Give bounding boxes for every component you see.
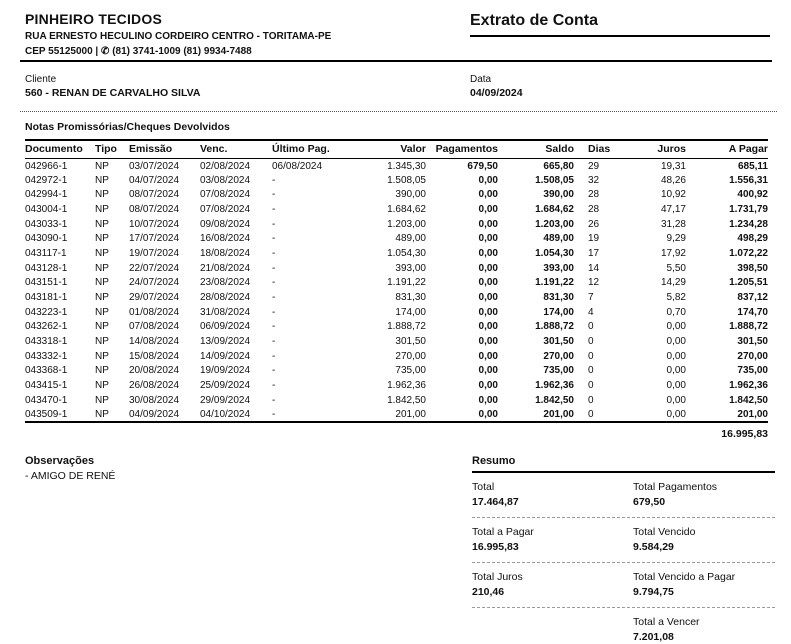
cell-emissao: 19/07/2024 bbox=[129, 247, 180, 259]
cell-tipo: NP bbox=[95, 336, 109, 348]
cell-dias: 0 bbox=[588, 350, 594, 362]
table-row bbox=[25, 408, 768, 423]
cell-venc: 21/08/2024 bbox=[200, 262, 251, 274]
summary-label: Total Vencido a Pagar bbox=[633, 571, 736, 583]
cell-saldo: 1.191,22 bbox=[535, 277, 574, 289]
cell-a-pagar: 1.962,36 bbox=[729, 380, 768, 392]
cell-a-pagar: 1.556,31 bbox=[729, 174, 768, 186]
cell-venc: 29/09/2024 bbox=[200, 394, 251, 406]
cell-juros: 47,17 bbox=[660, 203, 686, 215]
col-documento: Documento bbox=[25, 140, 95, 158]
cell-dias: 17 bbox=[588, 247, 600, 259]
cell-a-pagar: 735,00 bbox=[737, 365, 768, 377]
cell-documento: 043151-1 bbox=[25, 277, 68, 289]
summary-row bbox=[472, 608, 775, 644]
cell-valor: 301,50 bbox=[395, 336, 426, 348]
cell-ultimo-pag: - bbox=[272, 233, 276, 245]
cell-venc: 31/08/2024 bbox=[200, 306, 251, 318]
company-phone: (81) 3741-1009 (81) 9934-7488 bbox=[112, 46, 252, 57]
summary-item-total-vencido-a-pagar bbox=[633, 563, 775, 607]
cell-emissao: 07/08/2024 bbox=[129, 321, 180, 333]
summary-item-total bbox=[472, 473, 633, 517]
cell-emissao: 08/07/2024 bbox=[129, 189, 180, 201]
cell-documento: 042966-1 bbox=[25, 161, 68, 173]
cell-valor: 1.345,30 bbox=[387, 161, 426, 173]
cell-venc: 03/08/2024 bbox=[200, 174, 251, 186]
col-ultimo-pag: Último Pag. bbox=[272, 140, 336, 158]
cell-dias: 12 bbox=[588, 277, 600, 289]
company-address: RUA ERNESTO HECULINO CORDEIRO CENTRO - TORITAMA-PE bbox=[25, 31, 332, 42]
summary-item-empty bbox=[472, 608, 633, 644]
cell-documento: 043117-1 bbox=[25, 247, 67, 259]
col-saldo: Saldo bbox=[498, 140, 574, 158]
cell-valor: 393,00 bbox=[395, 262, 426, 274]
cell-dias: 0 bbox=[588, 321, 594, 333]
summary-value bbox=[472, 631, 633, 643]
observations-title: Observações bbox=[25, 455, 95, 467]
col-tipo: Tipo bbox=[95, 140, 129, 158]
summary-item-total-a-vencer bbox=[633, 608, 775, 644]
cell-ultimo-pag: - bbox=[272, 262, 276, 274]
table-row bbox=[25, 231, 768, 246]
cell-valor: 1.842,50 bbox=[387, 394, 426, 406]
cell-a-pagar: 1.888,72 bbox=[729, 321, 768, 333]
cell-ultimo-pag: 06/08/2024 bbox=[272, 161, 323, 173]
cell-saldo: 489,00 bbox=[543, 233, 574, 245]
cell-valor: 174,00 bbox=[395, 306, 426, 318]
cell-documento: 043128-1 bbox=[25, 262, 68, 274]
date-label: Data bbox=[470, 74, 492, 85]
cell-venc: 07/08/2024 bbox=[200, 203, 251, 215]
summary-value: 9.584,29 bbox=[633, 541, 674, 553]
summary-value: 9.794,75 bbox=[633, 586, 674, 598]
cell-saldo: 1.842,50 bbox=[535, 394, 574, 406]
cell-tipo: NP bbox=[95, 394, 109, 406]
cell-pagamentos: 0,00 bbox=[478, 365, 498, 377]
summary-row bbox=[472, 518, 775, 563]
cell-a-pagar: 398,50 bbox=[737, 262, 768, 274]
cell-saldo: 201,00 bbox=[543, 409, 574, 421]
cell-a-pagar: 1.234,28 bbox=[729, 218, 768, 230]
cell-venc: 04/10/2024 bbox=[200, 409, 251, 421]
cell-dias: 29 bbox=[588, 161, 600, 173]
cell-valor: 390,00 bbox=[395, 189, 426, 201]
table-row bbox=[25, 202, 768, 217]
cell-tipo: NP bbox=[95, 233, 109, 245]
client-label: Cliente bbox=[25, 74, 57, 85]
summary-label: Total bbox=[472, 481, 495, 493]
cell-tipo: NP bbox=[95, 365, 109, 377]
col-dias: Dias bbox=[574, 140, 614, 158]
table-row bbox=[25, 290, 768, 305]
client-block bbox=[25, 74, 200, 99]
summary-value: 16.995,83 bbox=[472, 541, 519, 553]
cell-venc: 09/08/2024 bbox=[200, 218, 251, 230]
cell-tipo: NP bbox=[95, 247, 109, 259]
cell-valor: 1.191,22 bbox=[387, 277, 426, 289]
cell-pagamentos: 0,00 bbox=[478, 277, 498, 289]
cell-venc: 25/09/2024 bbox=[200, 380, 251, 392]
table-row bbox=[25, 364, 768, 379]
cell-venc: 16/08/2024 bbox=[200, 233, 251, 245]
cell-a-pagar: 1.731,79 bbox=[729, 203, 768, 215]
cell-pagamentos: 0,00 bbox=[478, 380, 498, 392]
col-a-pagar: A Pagar bbox=[686, 140, 768, 158]
cell-valor: 1.203,00 bbox=[387, 218, 426, 230]
cell-pagamentos: 0,00 bbox=[478, 292, 498, 304]
cell-dias: 7 bbox=[588, 292, 594, 304]
cell-tipo: NP bbox=[95, 262, 109, 274]
cell-juros: 0,70 bbox=[666, 306, 686, 318]
cell-ultimo-pag: - bbox=[272, 380, 276, 392]
table-body bbox=[25, 158, 768, 422]
cell-dias: 0 bbox=[588, 409, 594, 421]
cell-a-pagar: 1.072,22 bbox=[729, 247, 768, 259]
cell-documento: 043033-1 bbox=[25, 218, 68, 230]
cell-emissao: 29/07/2024 bbox=[129, 292, 180, 304]
cell-juros: 0,00 bbox=[666, 394, 686, 406]
cell-dias: 4 bbox=[588, 306, 594, 318]
table-row bbox=[25, 217, 768, 232]
cell-ultimo-pag: - bbox=[272, 292, 276, 304]
cell-a-pagar: 498,29 bbox=[737, 233, 768, 245]
cell-emissao: 08/07/2024 bbox=[129, 203, 180, 215]
cell-tipo: NP bbox=[95, 277, 109, 289]
cell-emissao: 17/07/2024 bbox=[129, 233, 180, 245]
cell-saldo: 1.684,62 bbox=[535, 203, 574, 215]
summary-item-total-vencido bbox=[633, 518, 775, 562]
cell-ultimo-pag: - bbox=[272, 321, 276, 333]
cell-juros: 5,50 bbox=[666, 262, 686, 274]
cell-pagamentos: 0,00 bbox=[478, 189, 498, 201]
cell-ultimo-pag: - bbox=[272, 365, 276, 377]
cell-valor: 735,00 bbox=[395, 365, 426, 377]
cell-pagamentos: 0,00 bbox=[478, 394, 498, 406]
cell-venc: 23/08/2024 bbox=[200, 277, 251, 289]
cell-dias: 32 bbox=[588, 174, 600, 186]
table-row bbox=[25, 158, 768, 173]
table-row bbox=[25, 393, 768, 408]
cell-valor: 489,00 bbox=[395, 233, 426, 245]
cell-ultimo-pag: - bbox=[272, 306, 276, 318]
cell-emissao: 04/07/2024 bbox=[129, 174, 180, 186]
summary-item-total-juros bbox=[472, 563, 633, 607]
col-pagamentos: Pagamentos bbox=[426, 140, 498, 158]
cell-valor: 1.054,30 bbox=[387, 247, 426, 259]
summary-row bbox=[472, 563, 775, 608]
cell-juros: 5,82 bbox=[666, 292, 686, 304]
cell-venc: 06/09/2024 bbox=[200, 321, 251, 333]
cell-documento: 042972-1 bbox=[25, 174, 68, 186]
cell-valor: 831,30 bbox=[395, 292, 426, 304]
cell-valor: 1.962,36 bbox=[387, 380, 426, 392]
summary-value: 7.201,08 bbox=[633, 631, 674, 643]
table-row bbox=[25, 261, 768, 276]
cell-a-pagar: 270,00 bbox=[737, 350, 768, 362]
cell-emissao: 10/07/2024 bbox=[129, 218, 180, 230]
page-title: Extrato de Conta bbox=[470, 12, 770, 37]
cell-saldo: 174,00 bbox=[543, 306, 574, 318]
cell-pagamentos: 0,00 bbox=[478, 262, 498, 274]
cell-dias: 28 bbox=[588, 189, 600, 201]
cell-juros: 48,26 bbox=[660, 174, 686, 186]
cell-juros: 14,29 bbox=[660, 277, 686, 289]
summary-label: Total a Pagar bbox=[472, 526, 534, 538]
cell-dias: 26 bbox=[588, 218, 600, 230]
summary-label: Total Pagamentos bbox=[633, 481, 718, 493]
summary-item-total-pagamentos bbox=[633, 473, 775, 517]
cell-juros: 0,00 bbox=[666, 365, 686, 377]
cell-ultimo-pag: - bbox=[272, 277, 276, 289]
cell-pagamentos: 679,50 bbox=[467, 161, 498, 173]
cell-documento: 043470-1 bbox=[25, 394, 68, 406]
cell-dias: 28 bbox=[588, 203, 600, 215]
table-row bbox=[25, 320, 768, 335]
cell-tipo: NP bbox=[95, 292, 109, 304]
cell-emissao: 01/08/2024 bbox=[129, 306, 180, 318]
cell-documento: 042994-1 bbox=[25, 189, 68, 201]
cell-venc: 19/09/2024 bbox=[200, 365, 251, 377]
cell-ultimo-pag: - bbox=[272, 174, 276, 186]
table-row bbox=[25, 349, 768, 364]
table-row bbox=[25, 246, 768, 261]
cell-venc: 07/08/2024 bbox=[200, 189, 251, 201]
cell-pagamentos: 0,00 bbox=[478, 203, 498, 215]
observations-block bbox=[25, 455, 405, 482]
summary-label: Total Juros bbox=[472, 571, 523, 583]
date-value: 04/09/2024 bbox=[470, 87, 523, 99]
cell-juros: 31,28 bbox=[660, 218, 686, 230]
cell-ultimo-pag: - bbox=[272, 247, 276, 259]
col-juros: Juros bbox=[614, 140, 686, 158]
cell-saldo: 393,00 bbox=[543, 262, 574, 274]
cell-a-pagar: 400,92 bbox=[737, 189, 768, 201]
cell-a-pagar: 837,12 bbox=[737, 292, 768, 304]
table-section-title: Notas Promissórias/Cheques Devolvidos bbox=[25, 121, 230, 133]
cell-emissao: 30/08/2024 bbox=[129, 394, 180, 406]
summary-item-total-a-pagar bbox=[472, 518, 633, 562]
cell-dias: 14 bbox=[588, 262, 600, 274]
cell-ultimo-pag: - bbox=[272, 218, 276, 230]
notes-table bbox=[25, 139, 768, 423]
cell-documento: 043332-1 bbox=[25, 350, 68, 362]
cell-a-pagar: 201,00 bbox=[737, 409, 768, 421]
cell-juros: 0,00 bbox=[666, 336, 686, 348]
cell-a-pagar: 1.205,51 bbox=[729, 277, 768, 289]
cell-saldo: 1.962,36 bbox=[535, 380, 574, 392]
date-block bbox=[470, 74, 523, 99]
cell-saldo: 390,00 bbox=[543, 189, 574, 201]
cell-pagamentos: 0,00 bbox=[478, 218, 498, 230]
company-contact bbox=[25, 46, 331, 57]
cell-valor: 270,00 bbox=[395, 350, 426, 362]
cell-tipo: NP bbox=[95, 321, 109, 333]
table-header bbox=[25, 140, 768, 158]
summary-value: 210,46 bbox=[472, 586, 505, 598]
table-row bbox=[25, 276, 768, 291]
cell-emissao: 15/08/2024 bbox=[129, 350, 180, 362]
cell-juros: 19,31 bbox=[660, 161, 686, 173]
company-name: PINHEIRO TECIDOS bbox=[25, 11, 162, 27]
cell-saldo: 1.054,30 bbox=[535, 247, 574, 259]
cell-pagamentos: 0,00 bbox=[478, 336, 498, 348]
cell-tipo: NP bbox=[95, 350, 109, 362]
cell-documento: 043004-1 bbox=[25, 203, 68, 215]
table-row bbox=[25, 334, 768, 349]
summary-title: Resumo bbox=[472, 455, 775, 473]
cell-documento: 043368-1 bbox=[25, 365, 68, 377]
table-row bbox=[25, 305, 768, 320]
cell-ultimo-pag: - bbox=[272, 350, 276, 362]
cell-documento: 043181-1 bbox=[25, 292, 68, 304]
cell-pagamentos: 0,00 bbox=[478, 409, 498, 421]
col-valor: Valor bbox=[336, 140, 426, 158]
phone-icon: ✆ bbox=[101, 46, 110, 57]
cell-saldo: 301,50 bbox=[543, 336, 574, 348]
cell-venc: 02/08/2024 bbox=[200, 161, 251, 173]
cell-documento: 043223-1 bbox=[25, 306, 68, 318]
cell-juros: 0,00 bbox=[666, 409, 686, 421]
cell-saldo: 735,00 bbox=[543, 365, 574, 377]
table-row bbox=[25, 378, 768, 393]
cell-emissao: 20/08/2024 bbox=[129, 365, 180, 377]
cell-saldo: 1.508,05 bbox=[535, 174, 574, 186]
cell-venc: 14/09/2024 bbox=[200, 350, 251, 362]
cell-documento: 043415-1 bbox=[25, 380, 68, 392]
cell-dias: 0 bbox=[588, 336, 594, 348]
cell-tipo: NP bbox=[95, 189, 109, 201]
cell-tipo: NP bbox=[95, 380, 109, 392]
cell-saldo: 831,30 bbox=[543, 292, 574, 304]
cell-ultimo-pag: - bbox=[272, 203, 276, 215]
cell-saldo: 270,00 bbox=[543, 350, 574, 362]
cell-pagamentos: 0,00 bbox=[478, 247, 498, 259]
cell-ultimo-pag: - bbox=[272, 189, 276, 201]
cell-emissao: 26/08/2024 bbox=[129, 380, 180, 392]
cell-pagamentos: 0,00 bbox=[478, 306, 498, 318]
summary-label: Total Vencido bbox=[633, 526, 696, 538]
cell-saldo: 665,80 bbox=[543, 161, 574, 173]
cell-dias: 0 bbox=[588, 380, 594, 392]
cell-emissao: 03/07/2024 bbox=[129, 161, 180, 173]
cell-ultimo-pag: - bbox=[272, 394, 276, 406]
cell-a-pagar: 1.842,50 bbox=[729, 394, 768, 406]
cell-documento: 043509-1 bbox=[25, 409, 68, 421]
company-header bbox=[25, 11, 331, 57]
cell-valor: 1.508,05 bbox=[387, 174, 426, 186]
cell-pagamentos: 0,00 bbox=[478, 174, 498, 186]
cell-juros: 9,29 bbox=[666, 233, 686, 245]
cell-tipo: NP bbox=[95, 409, 109, 421]
cell-saldo: 1.888,72 bbox=[535, 321, 574, 333]
cell-valor: 1.684,62 bbox=[387, 203, 426, 215]
cell-ultimo-pag: - bbox=[272, 336, 276, 348]
summary-block bbox=[472, 455, 775, 644]
cell-dias: 0 bbox=[588, 365, 594, 377]
cell-venc: 13/09/2024 bbox=[200, 336, 251, 348]
summary-label: Total a Vencer bbox=[633, 616, 700, 628]
col-emissao: Emissão bbox=[129, 140, 200, 158]
cell-juros: 17,92 bbox=[660, 247, 686, 259]
cell-juros: 0,00 bbox=[666, 380, 686, 392]
cell-saldo: 1.203,00 bbox=[535, 218, 574, 230]
table-total: 16.995,83 bbox=[721, 428, 768, 441]
cell-documento: 043090-1 bbox=[25, 233, 68, 245]
cell-a-pagar: 301,50 bbox=[737, 336, 768, 348]
cell-valor: 1.888,72 bbox=[387, 321, 426, 333]
table-row bbox=[25, 187, 768, 202]
col-venc: Venc. bbox=[200, 140, 272, 158]
cell-emissao: 04/09/2024 bbox=[129, 409, 180, 421]
summary-value: 679,50 bbox=[633, 496, 666, 508]
cell-juros: 10,92 bbox=[660, 189, 686, 201]
cell-dias: 19 bbox=[588, 233, 600, 245]
notes-table-wrap bbox=[25, 139, 768, 440]
cell-venc: 18/08/2024 bbox=[200, 247, 251, 259]
cell-venc: 28/08/2024 bbox=[200, 292, 251, 304]
cell-emissao: 14/08/2024 bbox=[129, 336, 180, 348]
header-divider bbox=[20, 60, 772, 62]
cell-pagamentos: 0,00 bbox=[478, 321, 498, 333]
cell-emissao: 24/07/2024 bbox=[129, 277, 180, 289]
cell-valor: 201,00 bbox=[395, 409, 426, 421]
summary-value: 17.464,87 bbox=[472, 496, 519, 508]
observations-line: - AMIGO DE RENÉ bbox=[25, 470, 116, 482]
cell-tipo: NP bbox=[95, 161, 109, 173]
cell-emissao: 22/07/2024 bbox=[129, 262, 180, 274]
cell-documento: 043262-1 bbox=[25, 321, 68, 333]
cell-juros: 0,00 bbox=[666, 321, 686, 333]
summary-label bbox=[472, 616, 633, 628]
cell-pagamentos: 0,00 bbox=[478, 350, 498, 362]
cell-tipo: NP bbox=[95, 306, 109, 318]
client-value: 560 - RENAN DE CARVALHO SILVA bbox=[25, 87, 201, 99]
cell-tipo: NP bbox=[95, 203, 109, 215]
table-header-row bbox=[25, 140, 768, 158]
cell-a-pagar: 685,11 bbox=[737, 161, 768, 173]
summary-row bbox=[472, 473, 775, 518]
cell-pagamentos: 0,00 bbox=[478, 233, 498, 245]
cell-documento: 043318-1 bbox=[25, 336, 68, 348]
company-cep: CEP 55125000 | bbox=[25, 46, 99, 57]
cell-tipo: NP bbox=[95, 218, 109, 230]
cell-ultimo-pag: - bbox=[272, 409, 276, 421]
cell-juros: 0,00 bbox=[666, 350, 686, 362]
cell-a-pagar: 174,70 bbox=[737, 306, 768, 318]
cell-tipo: NP bbox=[95, 174, 109, 186]
dotted-divider bbox=[20, 111, 777, 112]
cell-dias: 0 bbox=[588, 394, 594, 406]
table-row bbox=[25, 173, 768, 188]
